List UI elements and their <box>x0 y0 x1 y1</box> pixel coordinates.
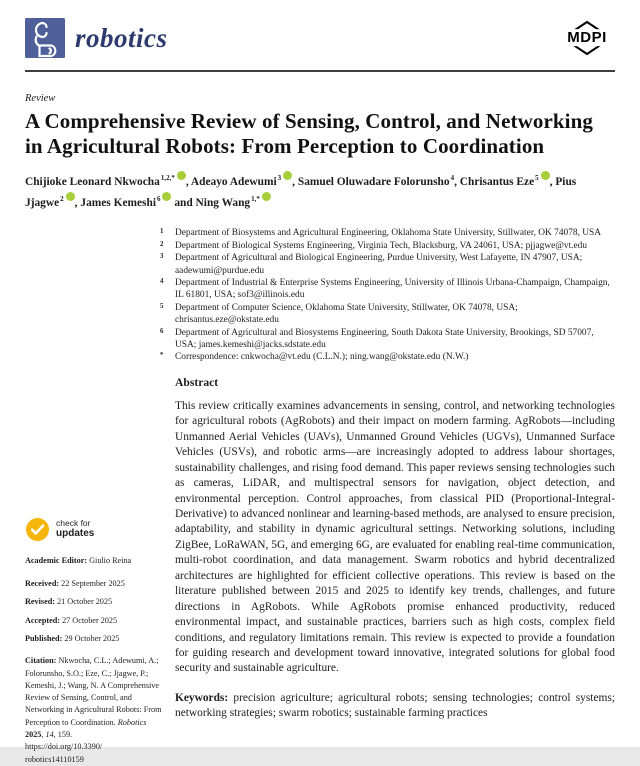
article-type: Review <box>25 93 56 104</box>
orcid-icon[interactable] <box>262 192 271 201</box>
abstract-heading: Abstract <box>175 375 219 389</box>
mdpi-logo[interactable] <box>559 18 615 58</box>
affiliation-item: 1 Department of Biosystems and Agricultural Engineering, Oklahoma State University, Stillwater, OK 74078, USA <box>160 228 602 239</box>
orcid-icon[interactable] <box>177 171 186 180</box>
abstract-column <box>175 376 615 722</box>
affiliation-item: 3 Department of Agricultural and Biological Engineering, Purdue University, West Lafayette, IN 47907, USA; aadewumi@purdue.edu <box>160 253 583 276</box>
author: Samuel Oluwadare Folorunsho$^4$, <box>297 174 460 189</box>
affiliation-item: 4 Department of Industrial & Enterprise Systems Engineering, University of Illinois Urbana-Champaign, Champaign, IL 61801, USA; sof3@illinois.edu <box>160 277 610 301</box>
author-list <box>25 171 615 212</box>
affiliation-list <box>160 227 615 363</box>
abstract-text: This review critically examines advancements in sensing, control, and networking technologies for agricultural robots (AgRobots) and their impact on modern farming. AgRobots—including Unmanned Aerial Vehicles (UAVs), Unmanned Ground Vehicles (UGVs), Unmanned Surface Vehicles (USVs), and robotic arms—are increasingly adopted to address labour shortages, sustainability challenges, and rising food demand. This paper reviews sensing technologies such as cameras, LiDAR, and multispectral sensors for navigation, object detection, and environmental perception. Control approaches, from classical PID (Proportional-Integral-Derivative) to advanced nonlinear and learning-based methods, are analysed to ensure precision, adaptability, and stability in dynamic agricultural settings. Networking solutions, including ZigBee, LoRaWAN, 5G, and emerging 6G, are evaluated for enabling real-time communication, multi-robot coordination, and data management. Swarm robotics and hybrid decentralized architectures are highlighted for efficient collective operations. This review is based on the literature published between 2015 and 2025 to identify key trends, challenges, and future directions in AgRobots. While AgRobots promise enhanced productivity, reduced environmental impact, and sustainable practices, barriers such as high costs, complex field conditions, and regulatory limitations remain. This review is expected to provide a foundation for guiding research and development toward innovative, integrated solutions for global food security and sustainable agriculture. <box>175 399 615 675</box>
date-received: Received: 22 September 2025 <box>25 579 125 589</box>
affiliation-item: 5 Department of Computer Science, Oklahoma State University, Stillwater, OK 74078, USA; chrisantus.eze@okstate.edu <box>160 302 518 326</box>
check-for-updates-badge[interactable] <box>25 517 163 542</box>
badge-text: check for updates <box>56 517 95 540</box>
orcid-icon[interactable] <box>283 171 292 180</box>
citation-volume: 14 <box>45 730 54 740</box>
journal-name: robotics <box>75 22 168 53</box>
date-published: Published: 29 October 2025 <box>25 633 120 643</box>
author: Adeayo Adewumi$^3$ , <box>191 176 298 188</box>
author: Pius Jjagwe$^2$ , <box>25 176 577 209</box>
citation-pages: 159. <box>57 730 73 740</box>
affiliation-item correspondence-line: * Correspondence: cnkwocha@vt.edu (C.L.N.); ning.wang@okstate.edu (N.W.) <box>160 352 469 363</box>
robot-arm-icon <box>25 18 65 58</box>
academic-editor: Academic Editor: Giulio Reina <box>25 555 132 565</box>
date-accepted: Accepted: 27 October 2025 <box>25 615 118 625</box>
keywords-label: Keywords: <box>175 691 229 704</box>
orcid-icon[interactable] <box>541 171 550 180</box>
keywords-text: precision agriculture; agricultural robots; sensing technologies; control systems; networking strategies; swarm robotics; sustainable farming practices <box>175 691 615 720</box>
journal-logo[interactable] <box>25 18 168 58</box>
keywords-paragraph <box>175 691 615 722</box>
author: James Kemeshi$^6$ and <box>80 197 195 209</box>
doi-link[interactable]: https://doi.org/10.3390/ robotics14110159 <box>25 742 103 764</box>
date-revised: Revised: 21 October 2025 <box>25 597 113 607</box>
citation: Citation: Nkwocha, C.L.; Adewumi, A.; Folorunsho, S.O.; Eze, C.; Jjagwe, P.; Kemeshi, J.; Wang, N. A Comprehensive Review of Sensing, Control, and Networking in Agricultural Robots: From Perception to Coordination. Robotics 2025, 14, 159. https://doi.org/10.3390/ robotics14110159 <box>25 655 163 766</box>
page-title: A Comprehensive Review of Sensing, Control, and Networking in Agricultural Robots: From Perception to Coordination <box>25 109 593 159</box>
mdpi-wordmark: MDPI <box>567 29 607 47</box>
citation-journal: Robotics <box>117 717 147 727</box>
citation-year: 2025 <box>25 730 42 740</box>
author: Chijioke Leonard Nkwocha$^{1,2,*}$ , <box>25 176 191 188</box>
affiliation-item: 6 Department of Agricultural and Biosystems Engineering, South Dakota State University, Brookings, SD 57007, USA; james.kemeshi@jacks.sdstate.edu <box>160 327 594 350</box>
author: Chrisantus Eze$^5$ , <box>460 176 556 188</box>
header-divider <box>25 70 615 72</box>
article-meta-sidebar <box>25 517 163 766</box>
author: Ning Wang$^{1,*}$ <box>196 197 271 209</box>
doi-continued: robotics14110159 <box>25 754 84 764</box>
affiliation-item: 2 Department of Biological Systems Engineering, Virginia Tech, Blacksburg, VA 24061, USA; pjjagwe@vt.edu <box>160 240 588 251</box>
crossmark-check-icon <box>25 517 50 542</box>
content-area <box>25 375 615 764</box>
journal-header <box>25 18 615 58</box>
orcid-icon[interactable] <box>66 192 75 201</box>
